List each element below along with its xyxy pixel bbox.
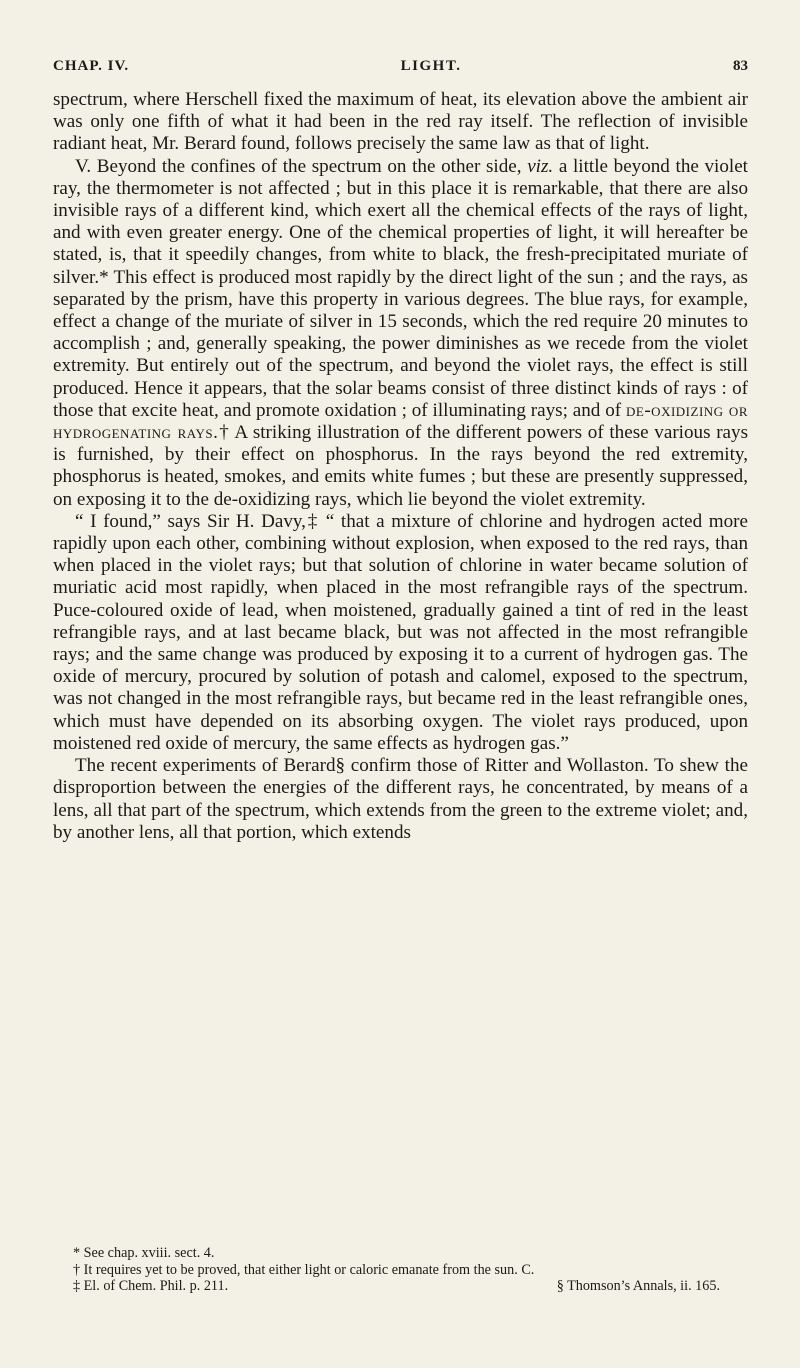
page-number: 83 <box>733 58 748 74</box>
body-text <box>53 89 748 844</box>
running-title: LIGHT. <box>400 58 462 74</box>
footnotes <box>53 1245 748 1295</box>
paragraph-4: The recent experiments of Berard§ confirm those of Ritter and Wollaston. To shew the disproportion between the energies of the different rays, he concentrated, by means of a lens, all that part of the spectrum, which extends from the green to the extreme violet; and, by another lens, all that portion, which extends <box>53 755 748 843</box>
footnote-4: § Thomson’s Annals, ii. 165. <box>556 1278 720 1295</box>
footnote-1: * See chap. xviii. sect. 4. <box>73 1245 215 1261</box>
chapter-label: CHAP. IV. <box>53 58 130 74</box>
paragraph-2 <box>53 156 748 511</box>
footnote-3: ‡ El. of Chem. Phil. p. 211. <box>73 1278 229 1295</box>
footnote-2: † It requires yet to be proved, that either light or caloric emanate from the sun. C. <box>73 1261 535 1278</box>
paragraph-3-quote: “ I found,” says Sir H. Davy,‡ “ that a mixture of chlorine and hydrogen acted more rapidly upon each other, combining without explosion, when exposed to the red rays, than when placed in the violet rays; but that solution of chlorine in water became solution of muriatic acid most rapidly, when placed in the most refrangible rays of the spectrum. Puce-coloured oxide of lead, when moistened, gradually gained a tint of red in the least refrangible rays, and at last became black, but was not affected in the most refrangible rays; and the same change was produced by exposing it to a current of hydrogen gas. The oxide of mercury, procured by solution of potash and calomel, exposed to the spectrum, was not changed in the most refrangible rays, but became red in the least refrangible ones, which must have depended on its absorbing oxygen. The violet rays produced, upon moistened red oxide of mercury, the same effects as hydrogen gas.” <box>53 510 748 754</box>
paragraph-2-text-a: V. Beyond the confines of the spectrum on the other side, <box>75 155 528 177</box>
viz-italic: viz. <box>527 155 554 177</box>
paragraph-2-text-b: a little beyond the violet ray, the thermometer is not affected ; but in this place it is remarkable, that there are also invisible rays of a different kind, which exert all the chemical effects of the rays of light, and with even greater energy. One of the chemical properties of light, it will hereafter be stated, is, that it speedily changes, from white to black, the fresh-precipitated muriate of silver.* This effect is produced most rapidly by the direct light of the sun ; and the rays, as separated by the prism, have this property in various degrees. The blue rays, for example, effect a change of the muriate of silver in 15 seconds, which the red require 20 minutes to accomplish ; and, generally speaking, the power diminishes as we recede from the violet extremity. But entirely out of the spectrum, and beyond the violet rays, the effect is still produced. Hence it appears, that the solar beams consist of three distinct kinds of rays : of those that excite heat, and promote oxidation ; of illuminating rays; and of <box>53 155 748 421</box>
running-header <box>53 58 748 75</box>
paragraph-1: spectrum, where Herschell fixed the maximum of heat, its elevation above the ambient air was only one fifth of what it had been in the red ray itself. The reflection of invisible radiant heat, Mr. Berard found, follows precisely the same law as that of light. <box>53 89 748 155</box>
paragraph-2-text-c: † A striking illustration of the different powers of these various rays is furnished, by their effect on phosphorus. In the rays beyond the red extremity, phosphorus is heated, smokes, and emits white fumes ; but these are presently suppressed, on exposing it to the de-oxidizing rays, which lie beyond the violet extremity. <box>53 422 749 510</box>
footnote-row <box>53 1278 748 1295</box>
small-caps-term: de-oxidizing or hydrogenating rays. <box>53 399 748 444</box>
